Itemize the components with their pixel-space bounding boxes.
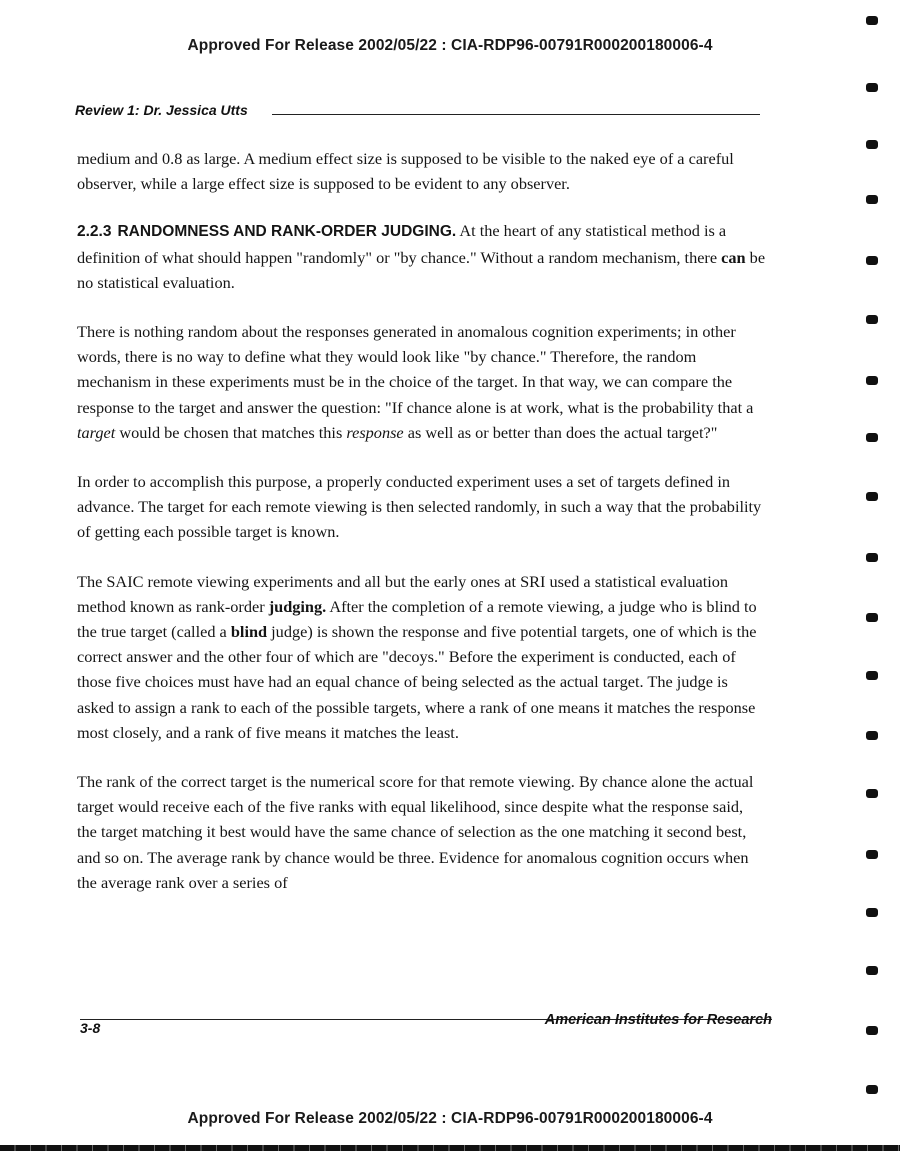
scan-mark (866, 908, 878, 917)
section-number: 2.2.3 (77, 223, 112, 241)
paragraph-5-text-b: After the completion of a remote viewing, a judge who is blind to the true target (called a (77, 596, 757, 642)
paragraph-4 (77, 469, 767, 545)
scan-mark (866, 966, 878, 975)
scan-mark (866, 195, 878, 204)
scan-mark (866, 789, 878, 798)
release-header: Approved For Release 2002/05/22 : CIA-RDP96-00791R000200180006-4 (187, 37, 713, 54)
paragraph-3-italic-response: response (346, 422, 404, 442)
paragraph-3-text-b: would be chosen that matches this (119, 422, 343, 442)
paragraph-2-text-b: be no statistical evaluation. (77, 247, 766, 292)
scan-mark (866, 16, 878, 25)
paragraph-3-text-a: There is nothing random about the responses generated in anomalous cognition experiments; in other words, there is no way to define what they would look like "by chance." Therefore, the random mechanism in these experiments must be in the choice of the target. In that way, we can compare the response to the target and answer the question: "If chance alone is at work, what is the probability that a (77, 322, 754, 417)
section-title: RANDOMNESS AND RANK-ORDER JUDGING. (117, 223, 457, 241)
paragraph-4-text: In order to accomplish this purpose, a properly conducted experiment uses a set of targets defined in advance. The target for each remote viewing is then selected randomly, in such a way that the probability of getting each possible target is known. (77, 472, 762, 542)
scan-mark (866, 433, 878, 442)
running-head: Review 1: Dr. Jessica Utts (75, 102, 248, 118)
paragraph-2-bold: can (721, 247, 746, 267)
scan-mark (866, 83, 878, 92)
paragraph-2 (77, 218, 767, 295)
paragraph-1-text: medium and 0.8 as large. A medium effect size is supposed to be visible to the naked eye of a careful observer, while a large effect size is supposed to be evident to any observer. (77, 149, 734, 194)
paragraph-5-bold-judging: judging. (268, 596, 327, 616)
scan-mark (866, 613, 878, 622)
paragraph-5 (77, 569, 767, 745)
paragraph-5-text-c: judge) is shown the response and five potential targets, one of which is the correct answer and the other four of which are "decoys." Before the experiment is conducted, each of those five choices must have had an equal chance of being selected as the actual target. The judge is asked to assign a rank to each of the possible targets, where a rank of one means it matches the response most closely, and a rank of five means it matches the least. (77, 622, 757, 742)
scan-mark (866, 1085, 878, 1094)
paragraph-6 (77, 769, 767, 895)
footer-organization: American Institutes for Research (544, 1012, 772, 1028)
release-footer: Approved For Release 2002/05/22 : CIA-RDP96-00791R000200180006-4 (187, 1110, 713, 1127)
scan-mark (866, 731, 878, 740)
paragraph-3 (77, 319, 767, 445)
paragraph-5-text-a: The SAIC remote viewing experiments and all but the early ones at SRI used a statistical evaluation method known as rank-order (77, 571, 729, 616)
scan-mark (866, 671, 878, 680)
scan-mark (866, 553, 878, 562)
scan-margin-marks (866, 0, 890, 1165)
page-body (77, 146, 767, 919)
scan-mark (866, 315, 878, 324)
paragraph-2-text-a: At the heart of any statistical method is a definition of what should happen "randomly" or "by chance." Without a random mechanism, there (77, 221, 727, 267)
paragraph-5-bold-blind: blind (230, 622, 268, 642)
scan-mark (866, 140, 878, 149)
scan-mark (866, 256, 878, 265)
running-head-rule (272, 114, 760, 115)
section-heading (77, 223, 456, 240)
page-number: 3-8 (80, 1020, 101, 1036)
scan-edge-bar (0, 1145, 900, 1151)
scan-mark (866, 376, 878, 385)
paragraph-3-italic-target: target (77, 422, 116, 442)
paragraph-1 (77, 146, 767, 196)
paragraph-3-text-c: as well as or better than does the actual target?" (407, 422, 718, 442)
scan-mark (866, 492, 878, 501)
scan-mark (866, 1026, 878, 1035)
paragraph-6-text: The rank of the correct target is the numerical score for that remote viewing. By chance alone the actual target would receive each of the five ranks with equal likelihood, since despite what the response said, the target matching it best would have the same chance of selection as the one matching it second best, and so on. The average rank by chance would be three. Evidence for anomalous cognition occurs when the average rank over a series of (77, 772, 754, 892)
scan-mark (866, 850, 878, 859)
